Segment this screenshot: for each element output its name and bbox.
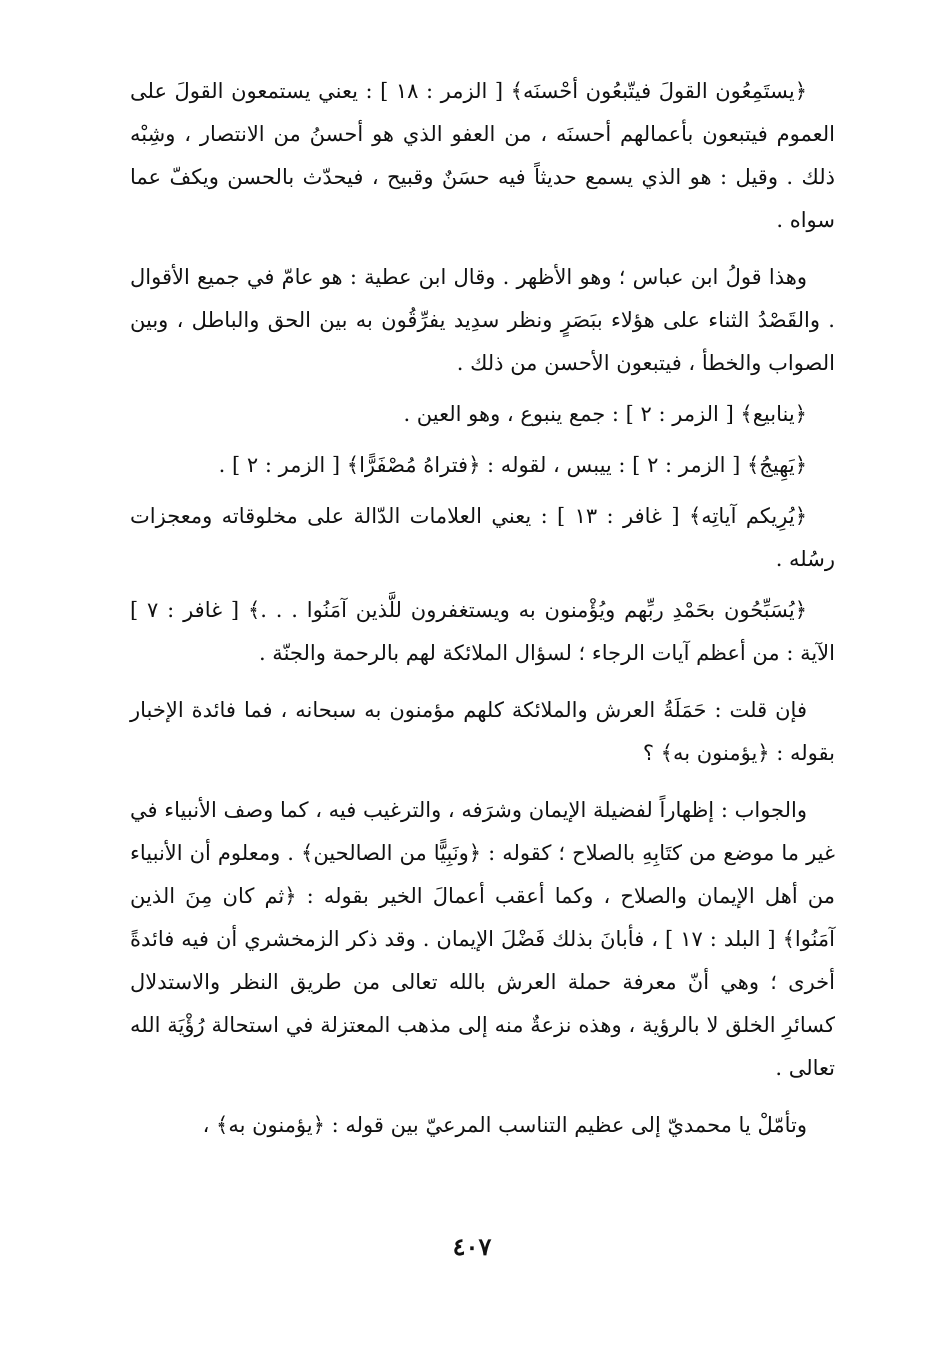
page-body [130,70,835,1155]
paragraph-answer: والجواب : إظهاراً لفضيلة الإيمان وشرَفه ، والترغيب فيه ، كما وصف الأنبياء في غير ما موضع من كتَابِهِ بالصلاح ؛ كقوله : ﴿ونَبِيًّا من الصالحين﴾ . ومعلوم أن الأنبياء من أهل الإيمان والصلاح ، وكما أعقب أعمالَ الخير بقوله : ﴿ثم كان مِنَ الذين آمَنُوا﴾ [ البلد : ١٧ ] ، فأبانَ بذلك فَضْلَ الإيمان . وقد ذكر الزمخشري أن فيه فائدةً أخرى ؛ وهي أنّ معرفة حملة العرش بالله تعالى من طريق النظر والاستدلال كسائرِ الخلق لا بالرؤية ، وهذه نزعةٌ منه إلى مذهب المعتزلة في استحالة رُؤْيَة الله تعالى . [130,798,836,1080]
page-number: ٤٠٧ [452,1232,492,1261]
paragraph-yastamiun: ﴿يستَمِعُون القولَ فيتّبعُون أحْسنَه﴾ [ الزمر : ١٨ ] : يعني يستمعون القولَ على العموم فيتبعون بأعمالهم أحسنَه ، من العفو الذي هو أحسنُ من الانتصار ، وشِبْه ذلك . وقيل : هو الذي يسمع حديثاً فيه حسَنٌ وقبيح ، فيحدّث بالحسن ويكفّ عما سواه . [130,79,835,232]
paragraph-yusabbihun: ﴿يُسَبِّحُون بحَمْدِ ربِّهم ويُؤْمنون به ويستغفرون للَّذين آمَنُوا . . .﴾ [ غافر : ٧ ] الآية : من أعظم آيات الرجاء ؛ لسؤال الملائكة لهم بالرحمة والجنّة . [130,598,835,665]
paragraph-yahij: ﴿يَهِيجُ﴾ [ الزمر : ٢ ] : ييبس ، لقوله : ﴿فتراهُ مُصْفَرًّا﴾ [ الزمر : ٢ ] . [218,453,807,477]
paragraph-taammal: وتأمّلْ يا محمديّ إلى عظيم التناسب المرعيّ بين قوله : ﴿يؤمنون به﴾ ، [202,1113,807,1137]
paragraph-question: فإن قلت : حَمَلَةُ العرش والملائكة كلهم مؤمنون به سبحانه ، فما فائدة الإخبار بقوله : ﴿يؤمنون به﴾ ؟ [130,698,835,765]
paragraph-ibn-abbas: وهذا قولُ ابن عباس ؛ وهو الأظهر . وقال ابن عطية : هو عامّ في جميع الأقوال . والقَصْدُ الثناء على هؤلاء ببَصَرٍ ونظر سدِيد يفرِّقُون به بين الحق والباطل ، وبين الصواب والخطأ ، فيتبعون الأحسن من ذلك . [130,265,835,375]
paragraph-yanabi: ﴿ينابيع﴾ [ الزمر : ٢ ] : جمع ينبوع ، وهو العين . [403,402,807,426]
paragraph-yurikum: ﴿يُرِيكم آياتِه﴾ [ غافر : ١٣ ] : يعني العلامات الدّالة على مخلوقاته ومعجزات رسُله . [130,504,835,571]
